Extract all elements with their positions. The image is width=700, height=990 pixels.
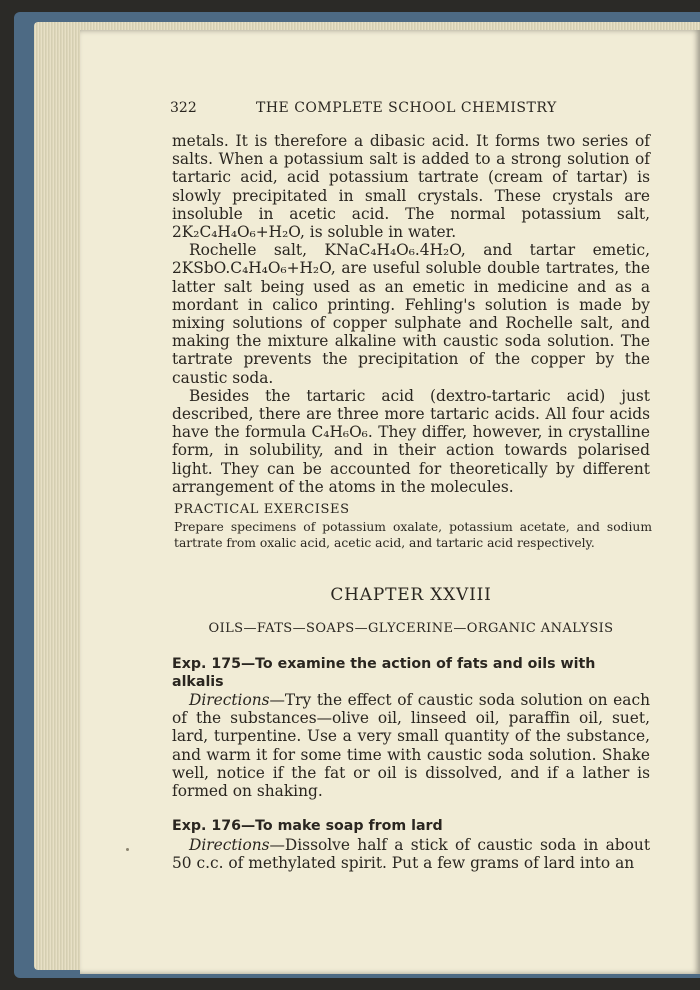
exp-175-directions-text: —Try the effect of caustic soda solution on each of the substances—olive oil, linseed oil, paraffin oil, suet, lard, turpentine. Use a very small quantity of the substance, and warm it for some time with caustic soda solution. Shake well, notice if the fat or oil is dissolved, and if a lather is formed on shaking. bbox=[172, 691, 650, 801]
chapter-title: CHAPTER XXVIII bbox=[330, 585, 492, 605]
running-head: THE COMPLETE SCHOOL CHEMISTRY bbox=[256, 100, 557, 116]
exp-176-directions-label: Directions bbox=[189, 836, 270, 854]
practical-exercises-body: Prepare specimens of potassium oxalate, potassium acetate, and sodium tartrate from oxalic acid, acetic acid, and tartaric acid respectively. bbox=[174, 520, 652, 550]
paragraph-2: Rochelle salt, KNaC₄H₄O₆.4H₂O, and tartar emetic, 2KSbO.C₄H₄O₆+H₂O, are useful soluble double tartrates, the latter salt being used as an emetic in medicine and as a mordant in calico printing. Fehling's solution is made by mixing solutions of copper sulphate and Rochelle salt, and making the mixture alkaline with caustic soda solution. The tartrate prevents the precipitation of the copper by the caustic soda. bbox=[172, 241, 650, 387]
page-number: 322 bbox=[170, 100, 197, 116]
exp-175-directions-label: Directions bbox=[189, 691, 270, 709]
exp-176-directions bbox=[172, 836, 650, 872]
exp-176-directions-text: —Dissolve half a stick of caustic soda in about 50 c.c. of methylated spirit. Put a few grams of lard into an bbox=[172, 836, 650, 873]
practical-exercises-title: PRACTICAL EXERCISES bbox=[174, 502, 350, 517]
paper-blemish bbox=[126, 848, 129, 851]
exp-175-heading: Exp. 175—To examine the action of fats and oils with alkalis bbox=[172, 656, 596, 690]
exp-175-directions bbox=[172, 691, 650, 800]
paragraph-1: metals. It is therefore a dibasic acid. It forms two series of salts. When a potassium salt is added to a strong solution of tartaric acid, acid potassium tartrate (cream of tartar) is slowly precipitated in small crystals. These crystals are insoluble in acetic acid. The normal potassium salt, 2K₂C₄H₄O₆+H₂O, is soluble in water. bbox=[172, 132, 650, 242]
exp-176-heading: Exp. 176—To make soap from lard bbox=[172, 818, 443, 834]
chapter-subjects: OILS—FATS—SOAPS—GLYCERINE—ORGANIC ANALYSIS bbox=[208, 621, 614, 636]
body-text bbox=[172, 132, 650, 496]
paragraph-3: Besides the tartaric acid (dextro-tartaric acid) just described, there are three more tartaric acids. All four acids have the formula C₄H₆O₆. They differ, however, in crystalline form, in solubility, and in their action towards polarised light. They can be accounted for theoretically by different arrangement of the atoms in the molecules. bbox=[172, 386, 650, 496]
